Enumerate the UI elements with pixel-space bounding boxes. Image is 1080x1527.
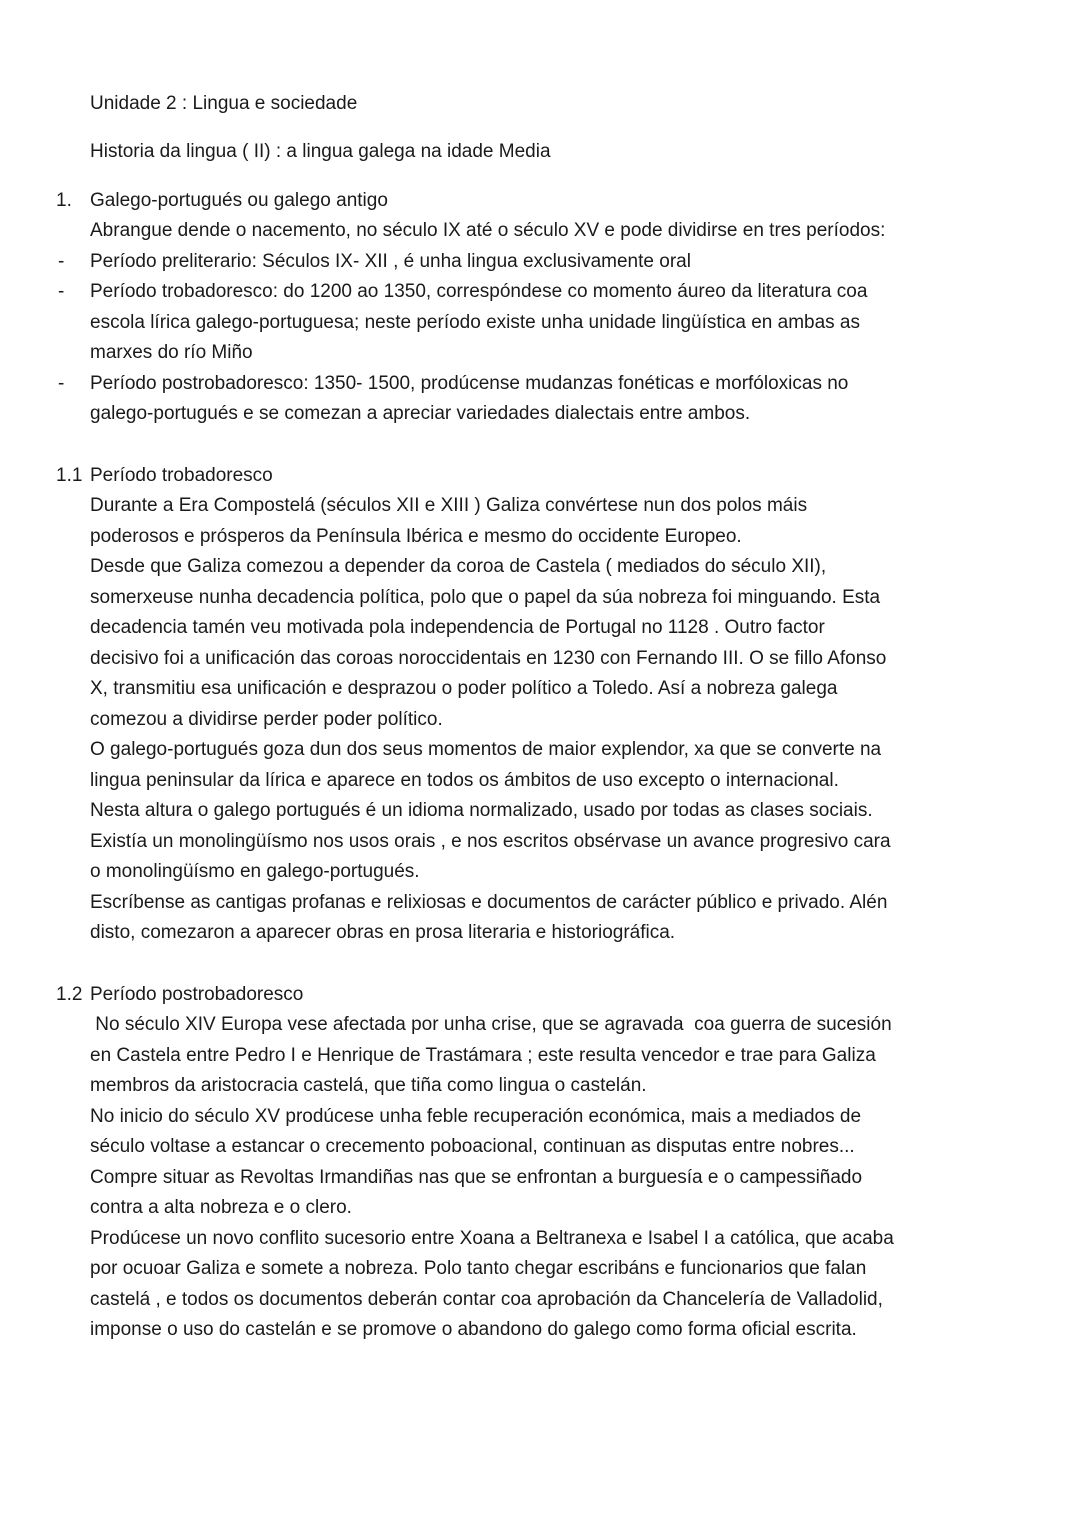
paragraph-line: somerxeuse nunha decadencia política, polo que o papel da súa nobreza foi minguando. Esta — [90, 587, 881, 608]
section-1-intro: Abrangue dende o nacemento, no século IX até o século XV e pode dividirse en tres períodos: — [90, 220, 886, 241]
unit-title: Unidade 2 : Lingua e sociedade — [90, 93, 358, 114]
bullet-line: Período preliterario: Séculos IX- XII , é unha lingua exclusivamente oral — [90, 251, 691, 272]
paragraph-line: X, transmitiu esa unificación e desprazou o poder político a Toledo. Así a nobreza galega — [90, 678, 838, 699]
bullet-marker: - — [58, 373, 65, 394]
paragraph-line: membros da aristocracia castelá, que tiña como lingua o castelán. — [90, 1075, 647, 1096]
paragraph-line: No inicio do século XV prodúcese unha feble recuperación económica, mais a mediados de — [90, 1106, 862, 1127]
paragraph-line: disto, comezaron a aparecer obras en prosa literaria e historiográfica. — [90, 922, 676, 943]
paragraph-line: Prodúcese un novo conflito sucesorio entre Xoana a Beltranexa e Isabel I a católica, que acaba — [90, 1228, 894, 1249]
paragraph-line: decisivo foi a unificación das coroas noroccidentais en 1230 con Fernando III. O se fillo Afonso — [90, 648, 887, 669]
section-1-number: 1. — [56, 190, 72, 211]
section-1-2-heading: Período postrobadoresco — [90, 984, 304, 1005]
paragraph-line: comezou a dividirse perder poder político. — [90, 709, 443, 730]
paragraph-line: lingua peninsular da lírica e aparece en todos os ámbitos de uso excepto o internacional. — [90, 770, 839, 791]
paragraph-line: Existía un monolingüísmo nos usos orais , e nos escritos obsérvase un avance progresivo cara — [90, 831, 891, 852]
paragraph-line: o monolingüísmo en galego-portugués. — [90, 861, 420, 882]
bullet-line: escola lírica galego-portuguesa; neste período existe unha unidade lingüística en ambas as — [90, 312, 861, 333]
paragraph-line: Desde que Galiza comezou a depender da coroa de Castela ( mediados do século XII), — [90, 556, 827, 577]
paragraph-line: No século XIV Europa vese afectada por unha crise, que se agravada coa guerra de sucesión — [90, 1014, 892, 1035]
paragraph-line: por ocuoar Galiza e somete a nobreza. Polo tanto chegar escribáns e funcionarios que falan — [90, 1258, 867, 1279]
paragraph-line: poderosos e prósperos da Península Ibérica e mesmo do occidente Europeo. — [90, 526, 742, 547]
subtitle: Historia da lingua ( II) : a lingua galega na idade Media — [90, 141, 551, 162]
paragraph-line: século voltase a estancar o crecemento poboacional, continuan as disputas entre nobres... — [90, 1136, 855, 1157]
paragraph-line: castelá , e todos os documentos deberán contar coa aprobación da Chancelería de Valladolid, — [90, 1289, 883, 1310]
paragraph-line: Durante a Era Compostelá (séculos XII e XIII ) Galiza convértese nun dos polos máis — [90, 495, 808, 516]
section-1-1-heading: Período trobadoresco — [90, 465, 273, 486]
paragraph-line: O galego-portugués goza dun dos seus momentos de maior explendor, xa que se converte na — [90, 739, 882, 760]
section-1-2-number: 1.2 — [56, 984, 83, 1005]
paragraph-line: Compre situar as Revoltas Irmandiñas nas que se enfrontan a burguesía e o campessiñado — [90, 1167, 863, 1188]
paragraph-line: imponse o uso do castelán e se promove o abandono do galego como forma oficial escrita. — [90, 1319, 857, 1340]
bullet-marker: - — [58, 281, 65, 302]
bullet-line: galego-portugués e se comezan a apreciar variedades dialectais entre ambos. — [90, 403, 751, 424]
bullet-line: marxes do río Miño — [90, 342, 253, 363]
bullet-line: Período trobadoresco: do 1200 ao 1350, correspóndese co momento áureo da literatura coa — [90, 281, 868, 302]
paragraph-line: Nesta altura o galego portugués é un idioma normalizado, usado por todas as clases sociais. — [90, 800, 873, 821]
section-1-heading: Galego-portugués ou galego antigo — [90, 190, 388, 211]
bullet-marker: - — [58, 251, 65, 272]
paragraph-line: en Castela entre Pedro I e Henrique de Trastámara ; este resulta vencedor e trae para Galiza — [90, 1045, 876, 1066]
paragraph-line: decadencia tamén veu motivada pola independencia de Portugal no 1128 . Outro factor — [90, 617, 825, 638]
section-1-1-number: 1.1 — [56, 465, 83, 486]
paragraph-line: contra a alta nobreza e o clero. — [90, 1197, 352, 1218]
paragraph-line: Escríbense as cantigas profanas e relixiosas e documentos de carácter público e privado. Alén — [90, 892, 888, 913]
bullet-line: Período postrobadoresco: 1350- 1500, prodúcense mudanzas fonéticas e morfóloxicas no — [90, 373, 849, 394]
